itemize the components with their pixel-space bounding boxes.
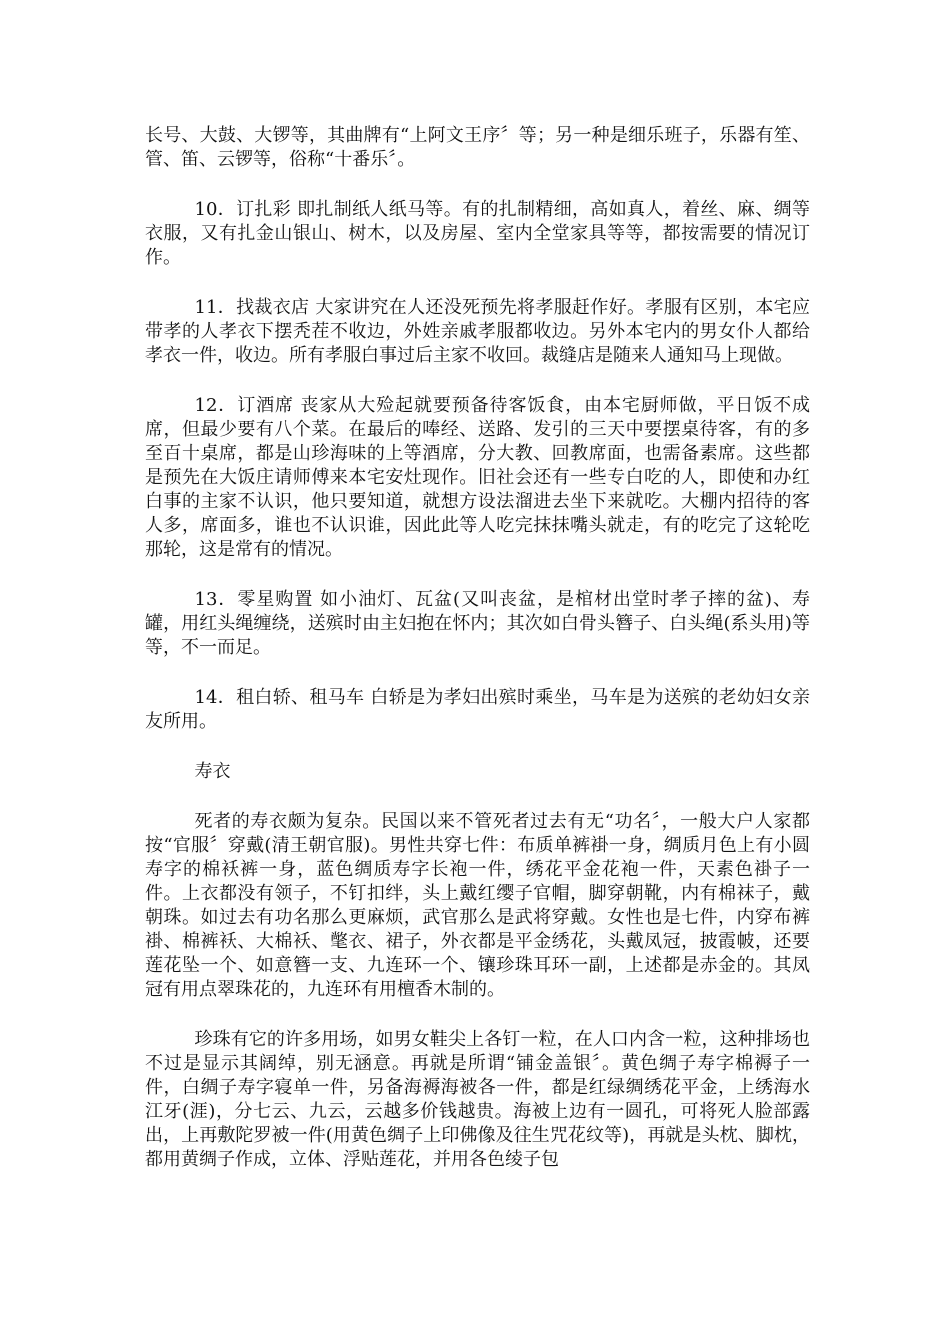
paragraph-item-11: 11．找裁衣店 大家讲究在人还没死预先将孝服赶作好。孝服有区别，本宅应带孝的人孝衣下摆秃茬不收边，外姓亲戚孝服都收边。另外本宅内的男女仆人都给孝衣一件，收边。所有孝服白事过后主家不收回。裁缝店是随来人通知马上现做。	[145, 297, 810, 366]
document-body	[145, 124, 810, 1198]
section-heading: 寿衣	[194, 761, 231, 782]
paragraph-music-bands: 长号、大鼓、大锣等，其曲牌有“上阿文王序〞等；另一种是细乐班子，乐器有笙、管、笛、云锣等，俗称“十番乐〞。	[145, 125, 810, 170]
paragraph-shouyi-1: 死者的寿衣颇为复杂。民国以来不管死者过去有无“功名〞，一般大户人家都按“官服〞穿戴(清王朝官服)。男性共穿七件：布质单裤褂一身，绸质月色上有小圆寿字的棉袄裤一身，蓝色绸质寿字长袍一件，绣花平金花袍一件，天素色褂子一件。上衣都没有领子，不钉扣绊，头上戴红缨子官帽，脚穿朝靴，内有棉袜子，戴朝珠。如过去有功名那么更麻烦，武官那么是武将穿戴。女性也是七件，内穿布裤褂、棉裤袄、大棉袄、氅衣、裙子，外衣都是平金绣花，头戴凤冠，披霞帔，还要莲花坠一个、如意簪一支、九连环一个、镶珍珠耳环一副，上述都是赤金的。其凤冠有用点翠珠花的，九连环有用檀香木制的。	[145, 811, 810, 1000]
paragraph-item-12: 12．订酒席 丧家从大殓起就要预备待客饭食，由本宅厨师做，平日饭不成席，但最少要有八个菜。在最后的唪经、送路、发引的三天中要摆桌待客，有的多至百十桌席，都是山珍海味的上等酒席，分大教、回教席面，也需备素席。这些都是预先在大饭庄请师傅来本宅安灶现作。旧社会还有一些专白吃的人，即使和办红白事的主家不认识，他只要知道，就想方设法溜进去坐下来就吃。大棚内招待的客人多，席面多，谁也不认识谁，因此此等人吃完抹抹嘴头就走，有的吃完了这轮吃那轮，这是常有的情况。	[145, 395, 810, 560]
paragraph-item-10: 10．订扎彩 即扎制纸人纸马等。有的扎制精细，高如真人，着丝、麻、绸等衣服，又有扎金山银山、树木，以及房屋、室内全堂家具等等，都按需要的情况订作。	[145, 199, 810, 268]
paragraph-item-13: 13．零星购置 如小油灯、瓦盆(又叫丧盆，是棺材出堂时孝子摔的盆)、寿罐，用红头绳缠绕，送殡时由主妇抱在怀内；其次如白骨头簪子、白头绳(系头用)等等，不一而足。	[145, 589, 810, 658]
paragraph-shouyi-2: 珍珠有它的许多用场，如男女鞋尖上各钉一粒，在人口内含一粒，这种排场也不过是显示其阔绰，别无涵意。再就是所谓“铺金盖银〞。黄色绸子寿字棉褥子一件，白绸子寿字寝单一件，另备海褥海被各一件，都是红绿绸绣花平金，上绣海水江牙(涯)，分七云、九云，云越多价钱越贵。海被上边有一圆孔，可将死人脸部露出，上再敷陀罗被一件(用黄色绸子上印佛像及往生咒花纹等)，再就是头枕、脚枕，都用黄绸子作成，立体、浮贴莲花，并用各色绫子包	[145, 1029, 810, 1170]
paragraph-item-14: 14．租白轿、租马车 白轿是为孝妇出殡时乘坐，马车是为送殡的老幼妇女亲友所用。	[145, 687, 810, 732]
